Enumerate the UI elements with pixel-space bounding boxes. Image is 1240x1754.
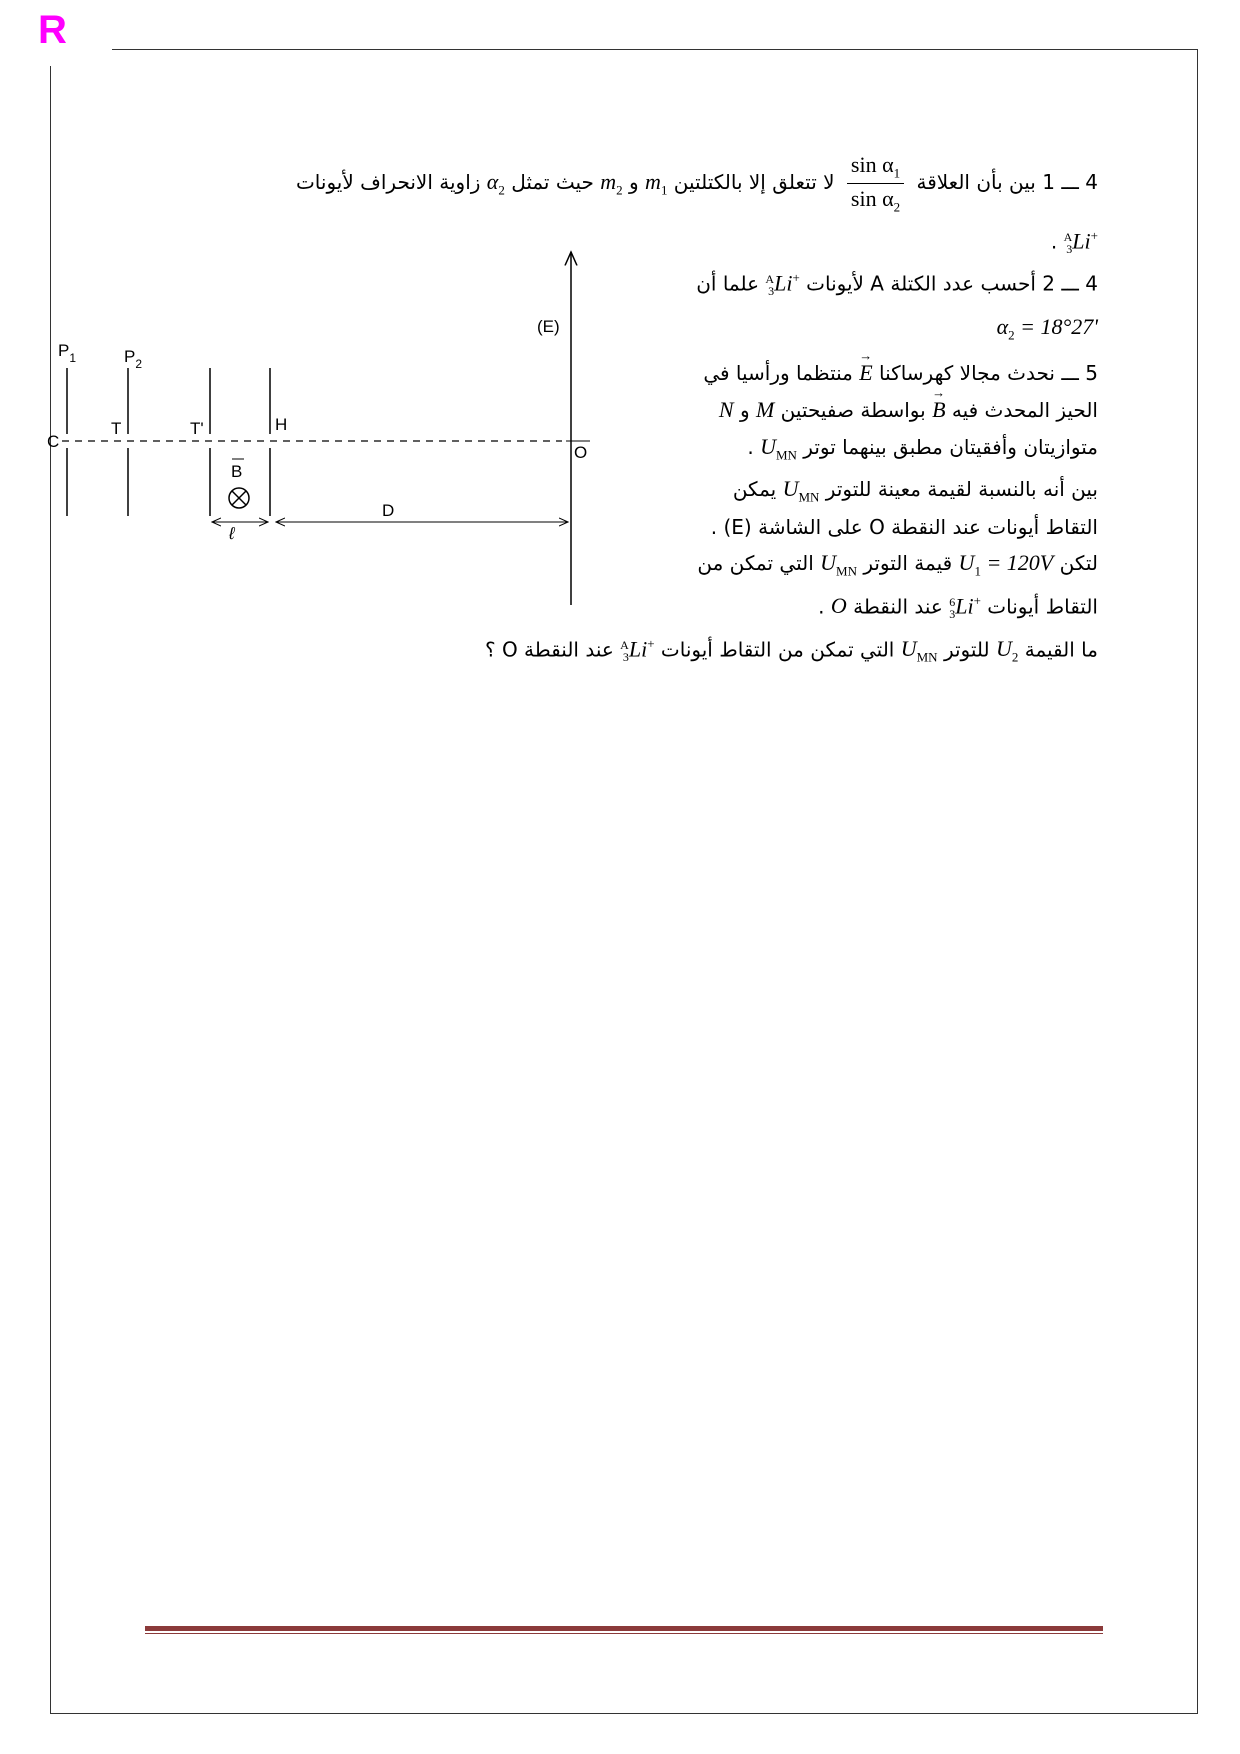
footer-rule <box>145 1626 1103 1631</box>
voltage-u2: $U_2$ <box>995 636 1019 665</box>
period: . <box>1050 229 1058 254</box>
point-o-label: O <box>574 443 588 462</box>
voltage-umn: $U_{MN}$ <box>900 636 938 665</box>
q41-text-4: زاوية الانحراف لأيونات <box>295 169 481 194</box>
q42-text-1: أحسب عدد الكتلة A لأيونات <box>806 271 1036 296</box>
q5-text-4a: بين أنه بالنسبة لقيمة معينة للتوتر <box>825 477 1098 501</box>
label-t: T <box>111 419 122 438</box>
voltage-u1: $U_1 = 120V$ <box>958 550 1054 579</box>
q5-text-1a: نحدث مجالا كهرساكنا <box>879 361 1055 385</box>
voltage-umn: $U_{MN}$ <box>820 550 857 579</box>
label-p2: $P_2$ <box>124 347 143 371</box>
plate-m: M <box>755 397 775 422</box>
label-h: H <box>275 415 288 434</box>
q5-text-2a: الحيز المحدث فيه <box>951 398 1098 422</box>
q41-text-3: حيث تمثل <box>511 169 594 194</box>
q5-text-7a: التقاط أيونات <box>987 594 1098 619</box>
mass-m1: $m_1$ <box>645 168 668 198</box>
screen-label: (E) <box>537 317 560 336</box>
q5-text-4b: يمكن <box>732 477 777 501</box>
q42-text-2: علما أن <box>696 271 760 296</box>
isotope-li-a: A 3 Li+ <box>765 270 800 299</box>
alpha-2-value: $\alpha_2 = 18^\circ 27'$ <box>996 314 1098 343</box>
q5-text-6b: قيمة التوتر <box>863 551 953 575</box>
vector-b: → B <box>932 397 945 423</box>
point-o: O <box>830 593 847 619</box>
q42-number: 4 ـــ 2 <box>1042 271 1098 296</box>
voltage-umn: $U_{MN}$ <box>760 434 797 463</box>
mass-m2: $m_2$ <box>600 168 623 198</box>
footer-rule-thin <box>145 1633 1103 1634</box>
q5-text-8b: للتوتر <box>943 637 990 662</box>
q5-text-6c: التي تمكن من <box>697 551 814 575</box>
q5-text-8c: التي تمكن من التقاط أيونات <box>660 637 895 662</box>
q5-text-6a: لتكن <box>1059 551 1098 575</box>
isotope-li-a: A 3 Li+ <box>1063 228 1098 257</box>
q41-number: 4 ـــ 1 <box>1042 169 1098 194</box>
label-p1: $P_1$ <box>58 341 77 365</box>
q5-text-1b: منتظما ورأسيا في <box>703 361 853 385</box>
isotope-li-6: 6 3 Li+ <box>949 593 981 622</box>
logo: R <box>38 8 67 52</box>
vector-e: → E <box>859 360 872 386</box>
q5-text-8a: ما القيمة <box>1024 637 1098 662</box>
q5-text-2b: بواسطة صفيحتين <box>780 398 926 422</box>
label-b: B <box>231 462 243 481</box>
q41-text-1: بين بأن العلاقة <box>916 169 1036 194</box>
alpha-2: $\alpha_2$ <box>486 168 505 198</box>
label-c: C <box>47 432 60 451</box>
and-word: و <box>629 169 639 194</box>
label-d: D <box>382 501 395 520</box>
and-word: و <box>739 398 750 422</box>
period: . <box>747 435 754 459</box>
period: . <box>818 594 825 619</box>
sin-ratio-fraction: $\frac{\sin \alpha_1}{\sin \alpha_2}$ <box>847 152 904 215</box>
q5-line-5: التقاط أيونات عند النقطة O على الشاشة (E) . <box>710 515 1098 539</box>
q41-text-2: لا تتعلق إلا بالكتلتين <box>673 169 835 194</box>
q5-text-7b: عند النقطة <box>853 594 943 619</box>
label-l: ℓ <box>229 524 235 543</box>
q5-text-8d: عند النقطة O ؟ <box>484 637 614 662</box>
voltage-umn: $U_{MN}$ <box>782 476 820 505</box>
isotope-li-a: A 3 Li+ <box>620 636 655 665</box>
plate-n: N <box>718 397 734 422</box>
q5-number: 5 ـــ <box>1061 361 1098 385</box>
q5-text-3a: متوازيتان وأفقيتان مطبق بينهما توتر <box>803 435 1098 459</box>
label-t-prime: T' <box>190 419 204 438</box>
